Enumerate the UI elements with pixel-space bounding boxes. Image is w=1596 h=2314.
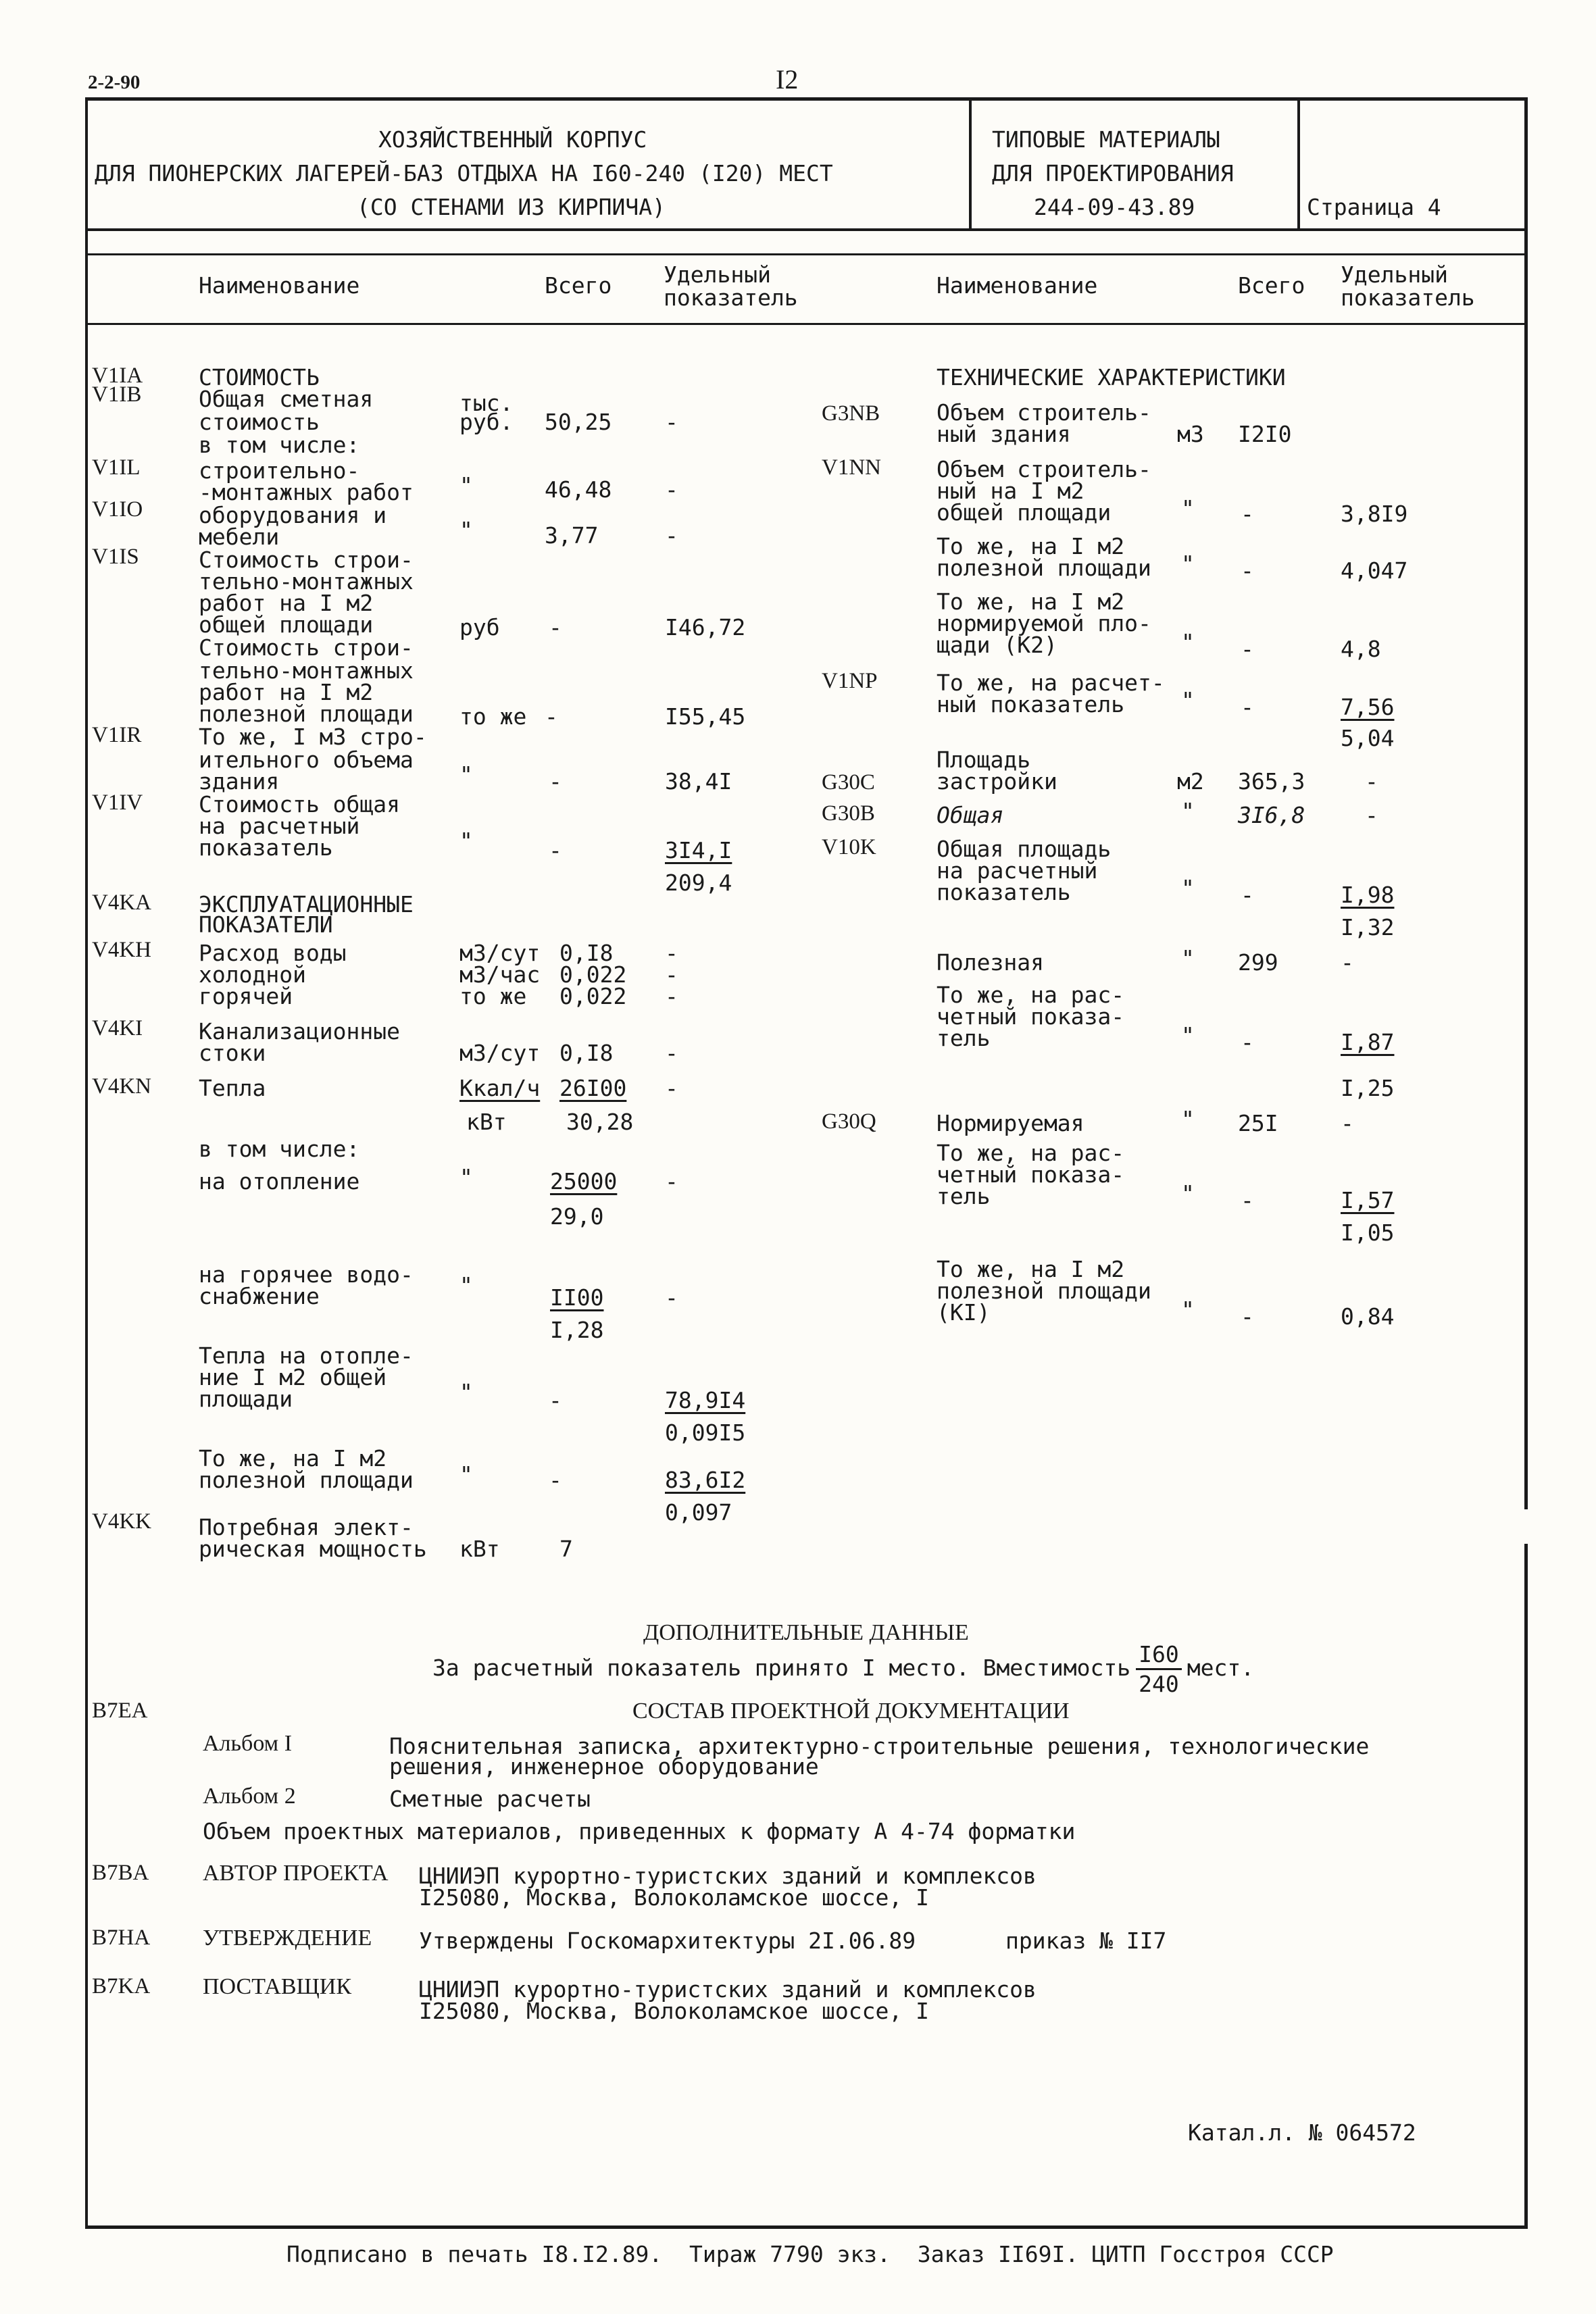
normed-spec: - (1341, 1110, 1354, 1136)
r6-unit: " (459, 761, 473, 788)
water-name-3: горячей (199, 983, 293, 1009)
code-V1IO: V1IO (92, 497, 143, 522)
code-V4KI: V4KI (92, 1016, 143, 1040)
vol-useful-name-2: полезной площади (937, 555, 1151, 581)
page-label: Страница 4 (1307, 194, 1441, 220)
water-unit-3: то же (459, 983, 527, 1009)
r4-name-1: Стоимость строи- (199, 547, 414, 573)
col-name-left: Наименование (199, 272, 360, 299)
sewage-total: 0,I8 (559, 1040, 614, 1066)
vol-total: I2I0 (1238, 421, 1292, 447)
col-spec-left-1: Удельный (664, 261, 771, 288)
r2-spec: - (665, 476, 678, 503)
useful-calc-name-2: четный показа- (937, 1003, 1125, 1030)
r1-name-2: стоимость (199, 409, 320, 435)
tech-heading: ТЕХНИЧЕСКИЕ ХАРАКТЕРИСТИКИ (937, 364, 1286, 391)
r3-spec: - (665, 522, 678, 549)
heat-useful-spec: 83,6I2 (665, 1467, 746, 1493)
code-V4KA: V4KA (92, 890, 151, 915)
hotwater-name-2: снабжение (199, 1283, 320, 1309)
r7-unit: " (459, 828, 473, 854)
code-B7BA: B7BA (92, 1861, 149, 1885)
author-label: АВТОР ПРОЕКТА (203, 1861, 389, 1886)
built-name-1: Площадь (937, 747, 1031, 773)
useful-unit: " (1181, 945, 1195, 972)
heat-name: Тепла (199, 1075, 266, 1101)
capacity-line (432, 1643, 1254, 1695)
code-B7EA: B7EA (92, 1699, 148, 1723)
r4-name-2: тельно-монтажных (199, 568, 414, 595)
exp-heading-2: ПОКАЗАТЕЛИ (199, 911, 333, 938)
water-value-3: 0,022 (559, 983, 627, 1009)
r2-unit: " (459, 472, 473, 499)
vol-norm-name-2: нормируемой пло- (937, 610, 1151, 636)
header-bottom-line (86, 323, 1527, 325)
volume-text: Объем проектных материалов, приведенных к формату А 4-74 форматки (203, 1818, 1076, 1844)
album1-text-1: Пояснительная записка, архитектурно-строительные решения, технологические (389, 1733, 1370, 1759)
normed-calc-name-1: То же, на рас- (937, 1140, 1125, 1166)
vol-useful-name-1: То же, на I м2 (937, 533, 1125, 559)
r6-name-2: ительного объема (199, 747, 414, 773)
supplier-label: ПОСТАВЩИК (203, 1974, 352, 1999)
vol-norm-name-1: То же, на I м2 (937, 588, 1125, 615)
vol-calc-name-2: ный показатель (937, 691, 1125, 718)
code-V4KH: V4KH (92, 938, 151, 962)
r7-name-3: показатель (199, 834, 333, 861)
normed-calc-name-3: тель (937, 1183, 991, 1209)
r5-spec: I55,45 (665, 703, 746, 730)
title-line-3: (СО СТЕНАМИ ИЗ КИРПИЧА) (357, 194, 666, 220)
water-value-1: 0,I8 (559, 940, 614, 966)
code-V1NP: V1NP (822, 669, 878, 693)
frame-top-line (86, 97, 1527, 101)
power-unit: кВт (459, 1536, 500, 1562)
heat-unit: Ккал/ч (459, 1075, 541, 1101)
vol-norm-unit: " (1181, 629, 1195, 655)
author-line-2: I25080, Москва, Волоколамское шоссе, I (419, 1884, 929, 1911)
r2-total: 46,48 (545, 476, 612, 503)
r1-unit-2: руб. (459, 409, 514, 435)
useful-calc-name-3: тель (937, 1025, 991, 1051)
title-line-2: ДЛЯ ПИОНЕРСКИХ ЛАГЕРЕЙ-БАЗ ОТДЫХА НА I60-240 (I20) МЕСТ (95, 160, 833, 186)
built-unit: м2 (1177, 768, 1204, 795)
code-V1IS: V1IS (92, 545, 139, 569)
r5-name-3: работ на I м2 (199, 679, 374, 705)
useful-calc-spec-2: I,25 (1341, 1075, 1395, 1101)
r4-spec: I46,72 (665, 614, 746, 640)
total-area-unit: " (1181, 798, 1195, 824)
series-number: 2-2-90 (88, 72, 141, 93)
capacity-text: За расчетный показатель принято I место. Вместимость (432, 1655, 1131, 1681)
vol-area-total: - (1241, 501, 1254, 527)
exp-heading-1: ЭКСПЛУАТАЦИОННЫЕ (199, 891, 414, 917)
k1-total: - (1241, 1303, 1254, 1330)
heat-area-spec-2: 0,09I5 (665, 1419, 746, 1446)
r5-name-2: тельно-монтажных (199, 657, 414, 684)
k1-spec: 0,84 (1341, 1303, 1395, 1330)
order-text: приказ № II7 (1005, 1928, 1167, 1954)
normed-name: Нормируемая (937, 1110, 1084, 1136)
water-value-2: 0,022 (559, 961, 627, 988)
frame-right-line-lower (1524, 1544, 1528, 2229)
vol-area-name-2: ный на I м2 (937, 478, 1084, 504)
heat-useful-name-2: полезной площади (199, 1467, 414, 1493)
heat-unit-2: кВт (466, 1109, 507, 1135)
heating-unit: " (459, 1164, 473, 1190)
hotwater-spec: - (665, 1284, 678, 1311)
heating-name: на отопление (199, 1168, 360, 1194)
sewage-unit: м3/сут (459, 1040, 541, 1066)
capacity-unit: мест. (1187, 1655, 1255, 1681)
normed-calc-spec-2: I,05 (1341, 1219, 1395, 1246)
heat-area-unit: " (459, 1379, 473, 1405)
k1-name-1: То же, на I м2 (937, 1256, 1125, 1282)
r5-total: - (545, 703, 558, 730)
r2-name-1: строительно- (199, 457, 360, 484)
title-divider-2 (1297, 97, 1300, 230)
vol-useful-spec: 4,047 (1341, 557, 1408, 584)
frame-right-line (1524, 97, 1528, 1509)
album2-label: Альбом 2 (203, 1784, 296, 1809)
album1-text-2: решения, инженерное оборудование (389, 1753, 819, 1780)
code-G30B: G30B (822, 801, 875, 826)
power-total: 7 (559, 1536, 573, 1562)
print-footer: Подписано в печать I8.I2.89. Тираж 7790 экз. Заказ II69I. ЦИТП Госстроя СССР (286, 2241, 1334, 2267)
water-spec-3: - (665, 983, 678, 1009)
col-spec-right-1: Удельный (1341, 261, 1448, 288)
vol-unit: м3 (1177, 421, 1204, 447)
r5-name-4: полезной площади (199, 701, 414, 727)
area-calc-total: - (1241, 882, 1254, 908)
sewage-name-2: стоки (199, 1040, 266, 1066)
r1-name-1: Общая сметная (199, 386, 374, 412)
water-unit-2: м3/час (459, 961, 541, 988)
capacity-num: I60 (1136, 1643, 1182, 1670)
water-name-1: Расход воды (199, 940, 347, 966)
sewage-name-1: Канализационные (199, 1018, 401, 1045)
code-V1IB: V1IB (92, 382, 142, 407)
code-G30Q: G30Q (822, 1109, 876, 1134)
supplier-line-1: ЦНИИЭП курортно-туристских зданий и комплексов (419, 1976, 1037, 2003)
code-V4KN: V4KN (92, 1074, 151, 1099)
r7-name-2: на расчетный (199, 813, 360, 839)
total-area-spec: - (1365, 802, 1378, 828)
r3-total: 3,77 (545, 522, 599, 549)
total-area-name: Общая (937, 802, 1004, 828)
heat-total-2: 30,28 (566, 1109, 634, 1135)
incl-label: в том числе: (199, 1136, 360, 1162)
built-total: 365,3 (1238, 768, 1305, 795)
approve-label: УТВЕРЖДЕНИЕ (203, 1926, 372, 1951)
heat-area-name-3: площади (199, 1386, 293, 1412)
vol-calc-spec: 7,56 (1341, 694, 1395, 720)
capacity-fraction (1136, 1643, 1182, 1695)
k1-name-3: (КI) (937, 1299, 991, 1326)
title-divider-1 (969, 97, 972, 230)
docs-heading: СОСТАВ ПРОЕКТНОЙ ДОКУМЕНТАЦИИ (632, 1699, 1070, 1724)
heat-area-spec: 78,9I4 (665, 1387, 746, 1413)
water-name-2: холодной (199, 961, 306, 988)
header-top-line (86, 253, 1527, 255)
normed-calc-name-2: четный показа- (937, 1161, 1125, 1188)
area-calc-spec: I,98 (1341, 882, 1395, 908)
power-name-2: рическая мощность (199, 1536, 427, 1562)
vol-calc-spec-2: 5,04 (1341, 725, 1395, 751)
power-name-1: Потребная элект- (199, 1514, 414, 1540)
vol-area-unit: " (1181, 495, 1195, 522)
code-V1IA: V1IA (92, 363, 143, 388)
col-spec-right-2: показатель (1341, 284, 1475, 311)
r4-name-3: работ на I м2 (199, 590, 374, 616)
col-name-right: Наименование (937, 272, 1098, 299)
col-total-right: Всего (1238, 272, 1305, 299)
heat-useful-name-1: То же, на I м2 (199, 1445, 387, 1472)
normed-calc-total: - (1241, 1187, 1254, 1213)
heat-area-name-1: Тепла на отопле- (199, 1342, 414, 1369)
r3-name-2: мебели (199, 524, 280, 550)
r5-unit: то же (459, 703, 527, 730)
heat-total: 26I00 (559, 1075, 627, 1101)
vol-norm-name-3: щади (К2) (937, 632, 1057, 658)
hotwater-total-2: I,28 (550, 1317, 604, 1343)
title-bottom-line (86, 228, 1527, 231)
area-calc-unit: " (1181, 875, 1195, 901)
album2-text: Сметные расчеты (389, 1786, 591, 1812)
k1-unit: " (1181, 1297, 1195, 1323)
built-name-2: застройки (937, 768, 1057, 795)
area-calc-spec-2: I,32 (1341, 914, 1395, 940)
useful-calc-name-1: То же, на рас- (937, 982, 1125, 1008)
built-spec: - (1365, 768, 1378, 795)
typical-line-2: ДЛЯ ПРОЕКТИРОВАНИЯ (992, 160, 1234, 186)
heating-total-2: 29,0 (550, 1203, 604, 1230)
vol-norm-total: - (1241, 636, 1254, 662)
r4-name-4: общей площади (199, 611, 374, 638)
r4-total: - (549, 614, 562, 640)
normed-calc-spec: I,57 (1341, 1187, 1395, 1213)
typical-line-3: 244-09-43.89 (1034, 194, 1195, 220)
area-calc-name-2: на расчетный (937, 857, 1098, 884)
author-line-1: ЦНИИЭП курортно-туристских зданий и комплексов (419, 1863, 1037, 1889)
r7-spec-2: 209,4 (665, 870, 732, 896)
r1-name-3: в том числе: (199, 432, 360, 458)
code-V1IL: V1IL (92, 455, 141, 480)
hotwater-unit: " (459, 1272, 473, 1299)
code-V1IR: V1IR (92, 723, 142, 747)
heat-useful-spec-2: 0,097 (665, 1499, 732, 1526)
r5-name-1: Стоимость строи- (199, 634, 414, 661)
heating-spec: - (665, 1168, 678, 1194)
extra-heading: ДОПОЛНИТЕЛЬНЫЕ ДАННЫЕ (643, 1620, 969, 1645)
code-G30C: G30C (822, 770, 875, 795)
vol-useful-unit: " (1181, 551, 1195, 577)
r7-total: - (549, 837, 562, 863)
heat-area-name-2: ние I м2 общей (199, 1364, 387, 1390)
useful-calc-unit: " (1181, 1022, 1195, 1049)
col-total-left: Всего (545, 272, 612, 299)
title-line-1: ХОЗЯЙСТВЕННЫЙ КОРПУС (378, 126, 647, 153)
code-V1NN: V1NN (822, 455, 881, 480)
useful-spec: - (1341, 949, 1354, 976)
r1-unit-1: тыс. (459, 390, 514, 416)
frame-left-line (85, 97, 88, 2229)
code-V4KK: V4KK (92, 1509, 151, 1534)
area-calc-name-3: показатель (937, 879, 1071, 905)
vol-area-name-3: общей площади (937, 499, 1112, 526)
total-area-total: 3I6,8 (1238, 802, 1305, 828)
r3-name-1: оборудования и (199, 502, 387, 528)
catalog-number: Катал.л. № 064572 (1188, 2119, 1416, 2146)
water-spec-1: - (665, 940, 678, 966)
approve-text: Утверждены Госкомархитектуры 2I.06.89 (419, 1928, 916, 1954)
page-number: I2 (776, 64, 799, 95)
r2-name-2: -монтажных работ (199, 479, 414, 505)
hotwater-total: II00 (550, 1284, 604, 1311)
normed-total: 25I (1238, 1110, 1278, 1136)
water-unit-1: м3/сут (459, 940, 541, 966)
code-V10K: V10K (822, 835, 876, 859)
col-spec-left-2: показатель (664, 284, 798, 311)
heating-total: 25000 (550, 1168, 618, 1194)
r6-total: - (549, 768, 562, 795)
vol-useful-total: - (1241, 557, 1254, 584)
r7-spec: 3I4,I (665, 837, 732, 863)
vol-name-1: Объем строитель- (937, 399, 1151, 426)
code-B7KA: B7KA (92, 1974, 151, 1998)
vol-name-2: ный здания (937, 421, 1071, 447)
normed-unit: " (1181, 1106, 1195, 1132)
useful-calc-total: - (1241, 1029, 1254, 1055)
r6-name-1: То же, I м3 стро- (199, 724, 427, 750)
supplier-line-2: I25080, Москва, Волоколамское шоссе, I (419, 1998, 929, 2024)
r3-unit: " (459, 517, 473, 543)
hotwater-name-1: на горячее водо- (199, 1261, 414, 1288)
cost-heading: СТОИМОСТЬ (199, 364, 320, 391)
useful-name: Полезная (937, 949, 1044, 976)
code-G3NB: G3NB (822, 401, 880, 426)
area-calc-name-1: Общая площадь (937, 836, 1112, 862)
heat-useful-unit: " (459, 1461, 473, 1488)
album1-label: Альбом I (203, 1731, 293, 1756)
r4-unit: руб (459, 614, 500, 640)
code-V1IV: V1IV (92, 790, 143, 815)
water-spec-2: - (665, 961, 678, 988)
vol-calc-unit: " (1181, 687, 1195, 713)
r1-total: 50,25 (545, 409, 612, 435)
vol-area-spec: 3,8I9 (1341, 501, 1408, 527)
sewage-spec: - (665, 1040, 678, 1066)
r6-name-3: здания (199, 768, 280, 795)
useful-calc-spec: I,87 (1341, 1029, 1395, 1055)
heat-useful-total: - (549, 1467, 562, 1493)
vol-area-name-1: Объем строитель- (937, 456, 1151, 482)
code-B7HA: B7HA (92, 1926, 151, 1950)
r7-name-1: Стоимость общая (199, 791, 401, 818)
vol-calc-name-1: То же, на расчет- (937, 670, 1165, 696)
vol-norm-spec: 4,8 (1341, 636, 1381, 662)
typical-line-1: ТИПОВЫЕ МАТЕРИАЛЫ (992, 126, 1220, 153)
normed-calc-unit: " (1181, 1180, 1195, 1207)
capacity-den: 240 (1139, 1671, 1179, 1697)
heat-area-total: - (549, 1387, 562, 1413)
heat-spec: - (665, 1075, 678, 1101)
r6-spec: 38,4I (665, 768, 732, 795)
r1-spec: - (665, 409, 678, 435)
k1-name-2: полезной площади (937, 1278, 1151, 1304)
useful-total: 299 (1238, 949, 1278, 976)
vol-calc-total: - (1241, 694, 1254, 720)
frame-bottom-line (86, 2225, 1527, 2229)
